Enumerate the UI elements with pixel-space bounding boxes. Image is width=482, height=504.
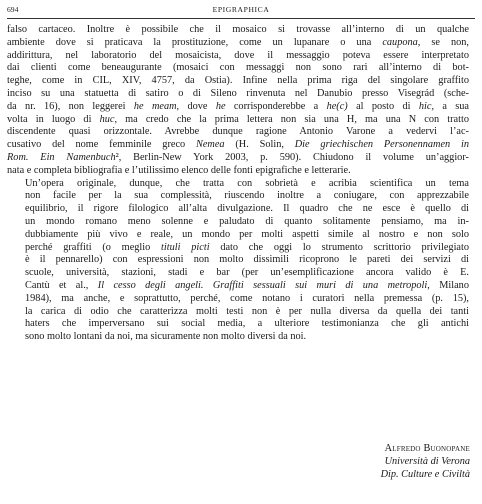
italic-text: he meam	[133, 100, 177, 112]
italic-text: he	[215, 100, 226, 112]
italic-text: Nemea	[195, 139, 225, 151]
text-line: è il pennarello) con espressioni non molto dissimili ricoprono le pareti dei servizi di	[25, 254, 469, 266]
header-rule	[7, 18, 475, 19]
text-line: la carica di odio che caratterizza molti testi non è per nulla diversa da quella dei tanti	[25, 305, 469, 317]
author-department: Dip. Culture e Civiltà	[380, 469, 470, 480]
text-line: cusativo del nome femminile greco Nemea (H. Solin, Die griechischen Personennamen in	[7, 139, 469, 151]
italic-text: hic	[418, 100, 432, 112]
italic-text: Il cesso degli angeli. Graffiti sessuali sui muri di una metropoli	[97, 279, 428, 291]
text-line: volta in luogo di huc, ma credo che la prima lettera non sia una H, ma una N con tratto	[7, 113, 469, 125]
author-name: Alfredo Buonopane	[384, 443, 470, 454]
text-line: scuole, università, stazioni, stadi e bar (per un’esemplificazione ancora valido è E.	[25, 267, 469, 279]
paragraph-1	[7, 24, 469, 178]
text-line: discendente quasi orizzontale. Avrebbe dunque ragione Antonio Varone a vedervi l’ac-	[7, 126, 469, 138]
italic-text: caupona	[382, 36, 418, 48]
text-line: perché graffiti (o meglio tituli picti dato che oggi lo strumento scrittorio privilegiato	[25, 241, 470, 253]
text-line: equilibrio, il rigore filologico all’alta divulgazione. Il quadro che ne esce è quello di	[25, 203, 469, 215]
text-line: dai clienti come beneaugurante (mosaici con messaggi non sono rari all’interno di bot-	[7, 62, 469, 74]
running-head	[7, 4, 475, 16]
text-line: 1984), ma anche, e soprattutto, perché, come notano i curatori nella premessa (p. 15),	[25, 292, 469, 304]
italic-text: Rom. Ein Namenbuch	[7, 151, 116, 163]
text-line: dubbiamente più vivo e reale, un mondo per molti aspetti simile al nostro e non solo	[25, 228, 469, 240]
text-line: haters che imperversano sui social media, a ulteriore testimonianza che gli antichi	[25, 318, 469, 330]
text-line: da nr. 16), non leggerei he meam, dove he corrisponderebbe a he(c) al posto di hic, a sua	[7, 100, 469, 112]
text-line: Cantù et al., Il cesso degli angeli. Graffiti sessuali sui muri di una metropoli, Milano	[25, 279, 469, 291]
text-line: ambiente dove si praticava la prostituzione, come un lupanare o una caupona, se non,	[7, 36, 469, 48]
text-line: Rom. Ein Namenbuch², Berlin-New York 2003, p. 590). Chiudono il volume un’aggior-	[7, 151, 469, 163]
page-number: 694	[7, 5, 19, 14]
text-line: Un’opera originale, dunque, che tratta con sobrietà e acribia scientifica un tema	[25, 177, 469, 189]
italic-text: tituli picti	[161, 241, 210, 253]
text-line: addirittura, nel laboratorio del mosaicista, dove il messaggio poteva essere interpretato	[7, 49, 469, 61]
text-line: non facile per la sua complessità, riuscendo inoltre a coniugare, con apprezzabile	[25, 190, 469, 202]
text-line: falso cartaceo. Inoltre è possibile che il mosaico si trovasse all’interno di un qualche	[7, 24, 469, 35]
review-body	[7, 24, 469, 344]
author-signature	[381, 442, 470, 481]
italic-text: he(c)	[326, 100, 348, 112]
text-line: inciso su una statuetta di satiro o di Sileno rinvenuta nel Danubio presso Visegrád (sche-	[7, 87, 469, 99]
italic-text: huc	[99, 113, 115, 125]
author-university: Università di Verona	[384, 456, 470, 467]
text-line: nata e completa bibliografia e l’utilissimo elenco delle fonti epigrafiche e letterarie.	[7, 164, 351, 176]
text-line: teghe, come in CIL, XIV, 4757, da Ostia). Infine nella prima riga del singolare graffito	[7, 75, 469, 87]
text-line: sono molto lontani da noi, ma sicuramente non molto diversi da noi.	[25, 331, 307, 343]
italic-text: Die griechischen Personennamen in	[294, 139, 469, 151]
text-line: un mondo romano meno solenne e paludato di quanto solitamente pensiamo, ma in-	[25, 215, 469, 227]
journal-title: EPIGRAPHICA	[212, 5, 270, 14]
paragraph-2	[7, 178, 469, 344]
